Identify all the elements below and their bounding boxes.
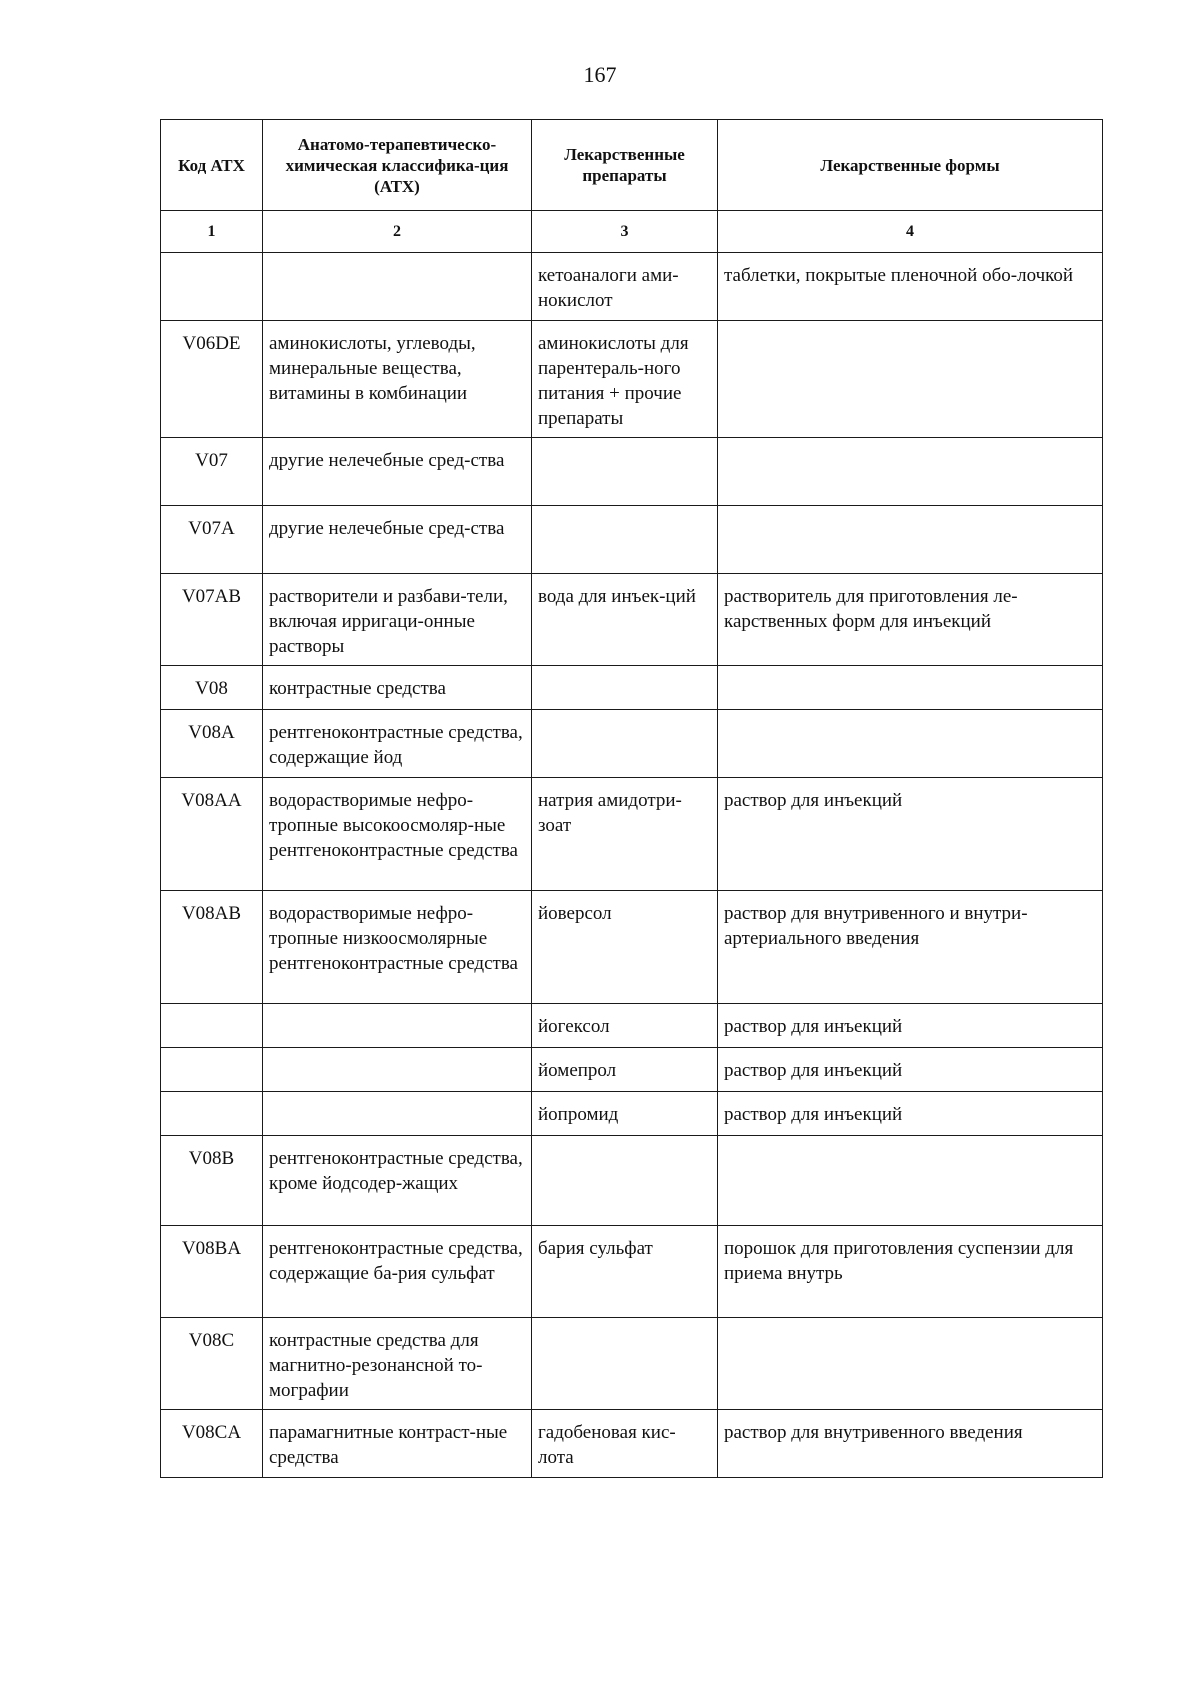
drug-cell (532, 1318, 718, 1410)
drug-cell (532, 710, 718, 778)
header-drugs: Лекарственные препараты (532, 120, 718, 211)
form-cell (718, 1136, 1103, 1226)
drug-cell: вода для инъек-ций (532, 574, 718, 666)
header-code: Код АТХ (161, 120, 263, 211)
form-cell (718, 710, 1103, 778)
classification-cell: аминокислоты, углеводы, минеральные вещества, витамины в комбинации (263, 321, 532, 438)
classification-cell (263, 1092, 532, 1136)
atx-code-cell: V07A (161, 506, 263, 574)
drug-cell: гадобеновая кис-лота (532, 1410, 718, 1478)
form-cell: раствор для внутривенного введения (718, 1410, 1103, 1478)
table-row (161, 506, 1103, 574)
form-cell: раствор для инъекций (718, 1004, 1103, 1048)
form-cell: раствор для внутривенного и внутри-артериального введения (718, 891, 1103, 1004)
column-number: 3 (532, 211, 718, 253)
column-number-row (161, 211, 1103, 253)
table-row (161, 710, 1103, 778)
form-cell: порошок для приготовления суспензии для приема внутрь (718, 1226, 1103, 1318)
table-row (161, 1226, 1103, 1318)
table-row (161, 666, 1103, 710)
atx-code-cell: V08CA (161, 1410, 263, 1478)
table-row (161, 891, 1103, 1004)
table-row (161, 574, 1103, 666)
classification-cell: рентгеноконтрастные средства, содержащие ба-рия сульфат (263, 1226, 532, 1318)
classification-cell: контрастные средства для магнитно-резонансной то-мографии (263, 1318, 532, 1410)
form-cell (718, 666, 1103, 710)
atx-code-cell: V07AB (161, 574, 263, 666)
atx-code-cell: V08AB (161, 891, 263, 1004)
drug-cell: йопромид (532, 1092, 718, 1136)
header-forms: Лекарственные формы (718, 120, 1103, 211)
atx-code-cell: V08C (161, 1318, 263, 1410)
classification-cell (263, 253, 532, 321)
drug-cell (532, 666, 718, 710)
classification-cell: рентгеноконтрастные средства, кроме йодсодер-жащих (263, 1136, 532, 1226)
table-row (161, 1136, 1103, 1226)
atx-table (160, 119, 1103, 1478)
atx-code-cell: V07 (161, 438, 263, 506)
drug-cell: кетоаналоги ами-нокислот (532, 253, 718, 321)
header-row (161, 120, 1103, 211)
table-row (161, 1410, 1103, 1478)
page-number: 167 (583, 62, 617, 87)
classification-cell: другие нелечебные сред-ства (263, 506, 532, 574)
classification-cell: растворители и разбави-тели, включая ирригаци-онные растворы (263, 574, 532, 666)
table-row (161, 1048, 1103, 1092)
drug-cell: йогексол (532, 1004, 718, 1048)
atx-code-cell (161, 1048, 263, 1092)
form-cell: таблетки, покрытые пленочной обо-лочкой (718, 253, 1103, 321)
column-number: 2 (263, 211, 532, 253)
atx-code-cell: V08AA (161, 778, 263, 891)
drug-cell (532, 506, 718, 574)
classification-cell: рентгеноконтрастные средства, содержащие йод (263, 710, 532, 778)
form-cell: растворитель для приготовления ле-карственных форм для инъекций (718, 574, 1103, 666)
atx-code-cell: V08BA (161, 1226, 263, 1318)
atx-code-cell (161, 1004, 263, 1048)
atx-code-cell (161, 1092, 263, 1136)
form-cell (718, 506, 1103, 574)
atx-code-cell: V08B (161, 1136, 263, 1226)
atx-code-cell (161, 253, 263, 321)
form-cell (718, 321, 1103, 438)
classification-cell: водорастворимые нефро-тропные низкоосмолярные рентгеноконтрастные средства (263, 891, 532, 1004)
form-cell (718, 438, 1103, 506)
atx-code-cell: V08A (161, 710, 263, 778)
table-row (161, 1004, 1103, 1048)
drug-cell (532, 438, 718, 506)
drug-cell (532, 1136, 718, 1226)
drug-cell: натрия амидотри-зоат (532, 778, 718, 891)
atx-code-cell: V06DE (161, 321, 263, 438)
table-row (161, 1092, 1103, 1136)
form-cell (718, 1318, 1103, 1410)
form-cell: раствор для инъекций (718, 778, 1103, 891)
classification-cell: парамагнитные контраст-ные средства (263, 1410, 532, 1478)
column-number: 1 (161, 211, 263, 253)
column-number: 4 (718, 211, 1103, 253)
classification-cell (263, 1004, 532, 1048)
drug-cell: йомепрол (532, 1048, 718, 1092)
table-row (161, 438, 1103, 506)
drug-cell: аминокислоты для парентераль-ного питания + прочие препараты (532, 321, 718, 438)
table-row (161, 253, 1103, 321)
form-cell: раствор для инъекций (718, 1092, 1103, 1136)
drug-cell: бария сульфат (532, 1226, 718, 1318)
header-classification: Анатомо-терапевтическо-химическая классифика-ция (АТХ) (263, 120, 532, 211)
classification-cell: другие нелечебные сред-ства (263, 438, 532, 506)
form-cell: раствор для инъекций (718, 1048, 1103, 1092)
table-row (161, 778, 1103, 891)
classification-cell: контрастные средства (263, 666, 532, 710)
drug-cell: йоверсол (532, 891, 718, 1004)
classification-cell: водорастворимые нефро-тропные высокоосмоляр-ные рентгеноконтрастные средства (263, 778, 532, 891)
classification-cell (263, 1048, 532, 1092)
table-row (161, 321, 1103, 438)
atx-code-cell: V08 (161, 666, 263, 710)
table-row (161, 1318, 1103, 1410)
